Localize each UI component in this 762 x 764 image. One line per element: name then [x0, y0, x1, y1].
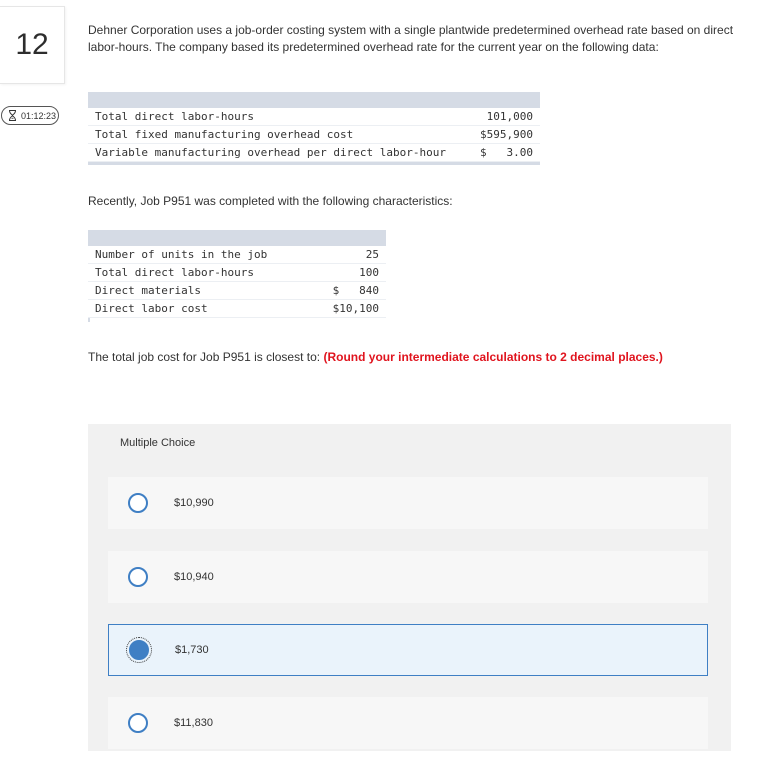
row-label: Total direct labor-hours [95, 266, 254, 279]
choice-label: $10,940 [174, 571, 214, 583]
question-ask [88, 350, 738, 364]
row-label: Total fixed manufacturing overhead cost [95, 128, 354, 141]
radio-button[interactable] [128, 567, 148, 587]
radio-button[interactable] [128, 713, 148, 733]
table-footer [88, 162, 540, 165]
table-row [88, 300, 386, 318]
timer-badge [1, 106, 59, 125]
table-row [88, 246, 386, 264]
table-row [88, 282, 386, 300]
row-label: Total direct labor-hours [95, 110, 254, 123]
timer-text: 01:12:23 [21, 110, 57, 121]
choice-label: $10,990 [174, 497, 214, 509]
choice-option-selected[interactable] [108, 624, 708, 676]
choice-option[interactable] [108, 551, 708, 603]
table-row [88, 108, 540, 126]
overhead-data-table [88, 92, 540, 165]
table-row [88, 264, 386, 282]
question-number-box [0, 6, 65, 84]
row-label: Direct labor cost [95, 302, 208, 315]
row-value: $595,900 [480, 128, 533, 141]
radio-button-selected[interactable] [129, 640, 149, 660]
row-value: 100 [359, 266, 379, 279]
ask-note: (Round your intermediate calculations to 2 decimal places.) [323, 350, 663, 364]
row-value: 101,000 [486, 110, 533, 123]
row-label: Variable manufacturing overhead per direct labor-hour [95, 146, 446, 159]
table-header [88, 230, 386, 246]
row-value: $10,100 [332, 302, 379, 315]
job-data-table [88, 230, 386, 322]
table-header [88, 92, 540, 108]
job-intro-text: Recently, Job P951 was completed with the following characteristics: [88, 194, 453, 208]
table-row [88, 144, 540, 162]
row-value: $ 840 [332, 284, 379, 297]
ask-text: The total job cost for Job P951 is closest to: [88, 350, 321, 364]
hourglass-icon [8, 110, 17, 121]
multiple-choice-title: Multiple Choice [120, 437, 196, 449]
table-row [88, 126, 540, 144]
choice-label: $11,830 [174, 717, 213, 729]
row-value: 25 [365, 248, 379, 261]
multiple-choice-panel [88, 424, 731, 751]
choice-option[interactable] [108, 697, 708, 749]
radio-button[interactable] [128, 493, 148, 513]
table-footer [88, 318, 386, 322]
question-number: 12 [15, 28, 49, 61]
choice-option[interactable] [108, 477, 708, 529]
choice-label: $1,730 [175, 644, 209, 656]
row-value: $ 3.00 [480, 146, 533, 159]
question-prompt: Dehner Corporation uses a job-order costing system with a single plantwide predetermined overhead rate based on direct labor-hours. The company based its predetermined overhead rate for the current year on the following data: [88, 23, 734, 54]
row-label: Number of units in the job [95, 248, 268, 261]
row-label: Direct materials [95, 284, 201, 297]
